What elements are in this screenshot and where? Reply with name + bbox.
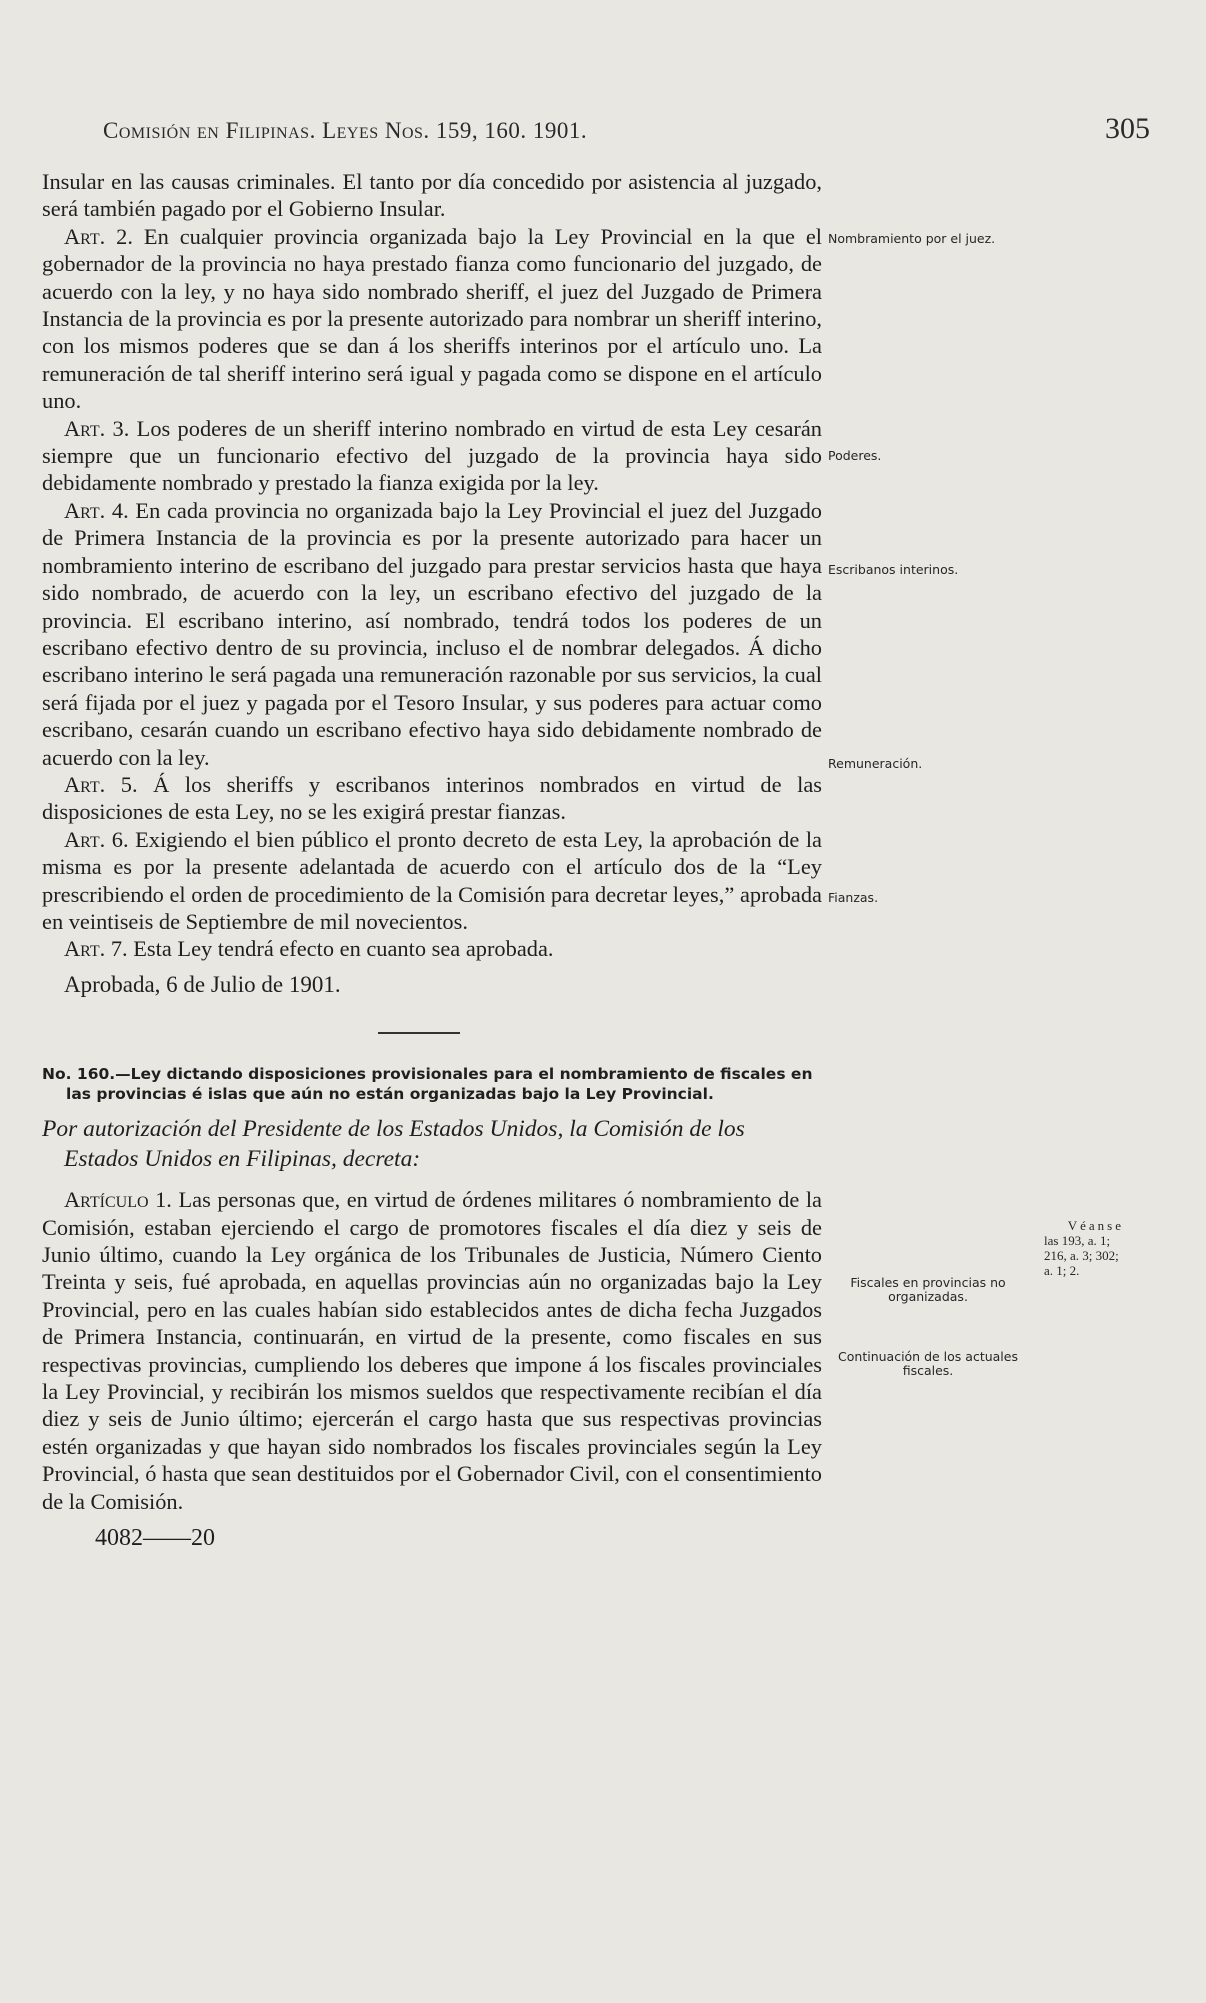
body-text	[42, 168, 822, 1552]
margin-note-fiscales: Fiscales en provincias no organizadas.	[850, 1275, 1006, 1304]
article-7-text: Esta Ley tendrá efecto en cuanto sea aprobada.	[127, 936, 554, 962]
article-2	[42, 223, 822, 415]
margin-note-nombramiento: Nombramiento por el juez.	[828, 231, 996, 246]
article-4-text: En cada provincia no organizada bajo la Ley Provincial el juez del Juzgado de Primera Instancia de la provincia es por la presente autorizado para hacer un nombramiento interino de escribano del juzgado para prestar servicios hasta que haya sido nombrado, de acuerdo con la ley, un escribano efectivo del juzgado de la provincia. El escribano interino, así nombrado, tendrá todos los poderes de un escribano efectivo dentro de su provincia, incluso el de nombrar delegados. Á dicho escribano interino le será pagada una remuneración razonable por sus servicios, la cual será fijada por el juez y pagada por el Tesoro Insular, y sus poderes para actuar como escribano, cesarán cuando un escribano efectivo haya sido debidamente nombrado de acuerdo con la ley.	[42, 497, 822, 770]
article-1-text: Las personas que, en virtud de órdenes militares ó nombramiento de la Comisión, estaban ejerciendo el cargo de promotores fiscales el día diez y seis de Junio último, cuando la Ley orgánica de los Tribunales de Justicia, Número Ciento Treinta y seis, fué aprobada, en aquellas provincias aún no organizadas bajo la Ley Provincial, pero en las cuales habían sido establecidos antes de dicha fecha Juzgados de Primera Instancia, continuarán, en virtud de la presente, como fiscales en sus respectivas provincias, cumpliendo los deberes que impone á los fiscales provinciales la Ley Provincial, y recibirán los mismos sueldos que respectivamente recibían el día diez y seis de Junio último; ejercerán el cargo hasta que sus respectivas provincias estén organizadas y que hayan sido nombrados los fiscales provinciales según la Ley Provincial, ó hasta que sean destituidos por el Gobernador Civil, con el consentimiento de la Comisión.	[42, 1187, 822, 1514]
margin-note-continuacion: Continuación de los actuales fiscales.	[838, 1349, 1018, 1378]
article-5-text: Á los sheriffs y escribanos interinos nombrados en virtud de las disposiciones de esta Ley, no se les exigirá prestar fianzas.	[42, 771, 822, 825]
article-3-label: Art. 3.	[64, 415, 130, 441]
law-160-title: No. 160.—Ley dictando disposiciones provisionales para el nombramiento de fiscales en las provincias é islas que aún no están organizadas bajo la Ley Provincial.	[42, 1065, 813, 1104]
article-7-label: Art. 7.	[64, 936, 128, 962]
article-1	[42, 1186, 822, 1515]
printer-signature: 4082——20	[95, 1525, 215, 1552]
article-5-label: Art. 5.	[64, 771, 138, 797]
article-2-label: Art. 2.	[64, 223, 133, 249]
margin-note-fianzas: Fianzas.	[828, 890, 879, 905]
margin-note-poderes: Poderes.	[828, 448, 882, 463]
article-2-text: En cualquier provincia organizada bajo la Ley Provincial en la que el gobernador de la provincia no haya prestado fianza como funcionario del juzgado, de acuerdo con la ley, y no haya sido nombrado sheriff, el juez del Juzgado de Primera Instancia de la provincia es por la presente autorizado para nombrar un sheriff interino, con los mismos poderes que se dan á los sheriffs interinos por el artículo uno. La remuneración de tal sheriff interino será igual y pagada como se dispone en el artículo uno.	[42, 223, 822, 414]
cross-reference-head: Véanse	[1067, 1218, 1124, 1233]
cross-reference	[1044, 1218, 1124, 1278]
law-160-preamble: Por autorización del Presidente de los Estados Unidos, la Comisión de los Estados Unidos en Filipinas, decreta:	[42, 1116, 745, 1173]
article-6	[42, 826, 822, 936]
article-3-text: Los poderes de un sheriff interino nombrado en virtud de esta Ley cesarán siempre que un funcionario efectivo del juzgado de la provincia haya sido debidamente nombrado y prestado la fianza exigida por la ley.	[42, 415, 822, 496]
article-1-label: Artículo 1.	[64, 1187, 172, 1213]
page-header	[0, 112, 1206, 152]
paragraph-continuation: Insular en las causas criminales. El tanto por día concedido por asistencia al juzgado, será también pagado por el Gobierno Insular.	[42, 169, 822, 222]
article-7	[42, 935, 822, 962]
article-3	[42, 415, 822, 497]
article-6-label: Art. 6.	[64, 826, 129, 852]
page-number: 305	[1105, 112, 1150, 145]
article-4	[42, 497, 822, 771]
margin-note-remuneracion: Remuneración.	[828, 756, 923, 771]
running-head: Comisión en Filipinas. Leyes Nos. 159, 160. 1901.	[103, 118, 588, 143]
article-4-label: Art. 4.	[64, 497, 129, 523]
article-6-text: Exigiendo el bien público el pronto decreto de esta Ley, la aprobación de la misma es por la presente adelantada de acuerdo con el artículo dos de la “Ley prescribiendo el orden de procedimiento de la Comisión para decretar leyes,” aprobada en veintiseis de Septiembre de mil novecientos.	[42, 826, 822, 934]
article-5	[42, 771, 822, 826]
section-divider	[378, 1032, 460, 1034]
margin-note-escribanos: Escribanos interinos.	[828, 562, 959, 577]
approval-date: Aprobada, 6 de Julio de 1901.	[64, 971, 341, 997]
cross-reference-text: las 193, a. 1; 216, a. 3; 302; a. 1; 2.	[1044, 1233, 1119, 1278]
